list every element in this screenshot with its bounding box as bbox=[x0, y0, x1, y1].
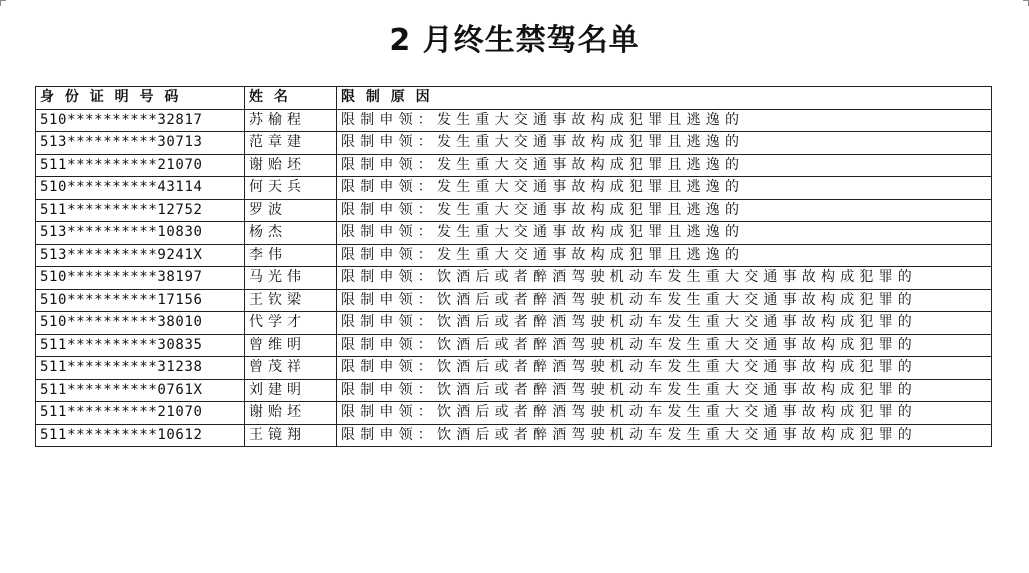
table-row bbox=[36, 132, 992, 155]
reason-cell: 限制申领：饮酒后或者醉酒驾驶机动车发生重大交通事故构成犯罪的 bbox=[337, 267, 992, 290]
id-number-cell: 511**********21070 bbox=[36, 402, 245, 425]
table-row bbox=[36, 244, 992, 267]
name-cell: 谢贻坯 bbox=[245, 154, 337, 177]
reason-cell: 限制申领：饮酒后或者醉酒驾驶机动车发生重大交通事故构成犯罪的 bbox=[337, 312, 992, 335]
reason-cell: 限制申领：发生重大交通事故构成犯罪且逃逸的 bbox=[337, 177, 992, 200]
reason-cell: 限制申领：饮酒后或者醉酒驾驶机动车发生重大交通事故构成犯罪的 bbox=[337, 289, 992, 312]
id-number-cell: 511**********0761X bbox=[36, 379, 245, 402]
table-row bbox=[36, 402, 992, 425]
table-row bbox=[36, 357, 992, 380]
reason-cell: 限制申领：发生重大交通事故构成犯罪且逃逸的 bbox=[337, 109, 992, 132]
reason-cell: 限制申领：饮酒后或者醉酒驾驶机动车发生重大交通事故构成犯罪的 bbox=[337, 402, 992, 425]
reason-cell: 限制申领：发生重大交通事故构成犯罪且逃逸的 bbox=[337, 154, 992, 177]
name-cell: 马光伟 bbox=[245, 267, 337, 290]
table-row bbox=[36, 154, 992, 177]
id-number-cell: 510**********38197 bbox=[36, 267, 245, 290]
reason-cell: 限制申领：饮酒后或者醉酒驾驶机动车发生重大交通事故构成犯罪的 bbox=[337, 334, 992, 357]
banned-drivers-table bbox=[35, 86, 992, 447]
id-number-cell: 513**********10830 bbox=[36, 222, 245, 245]
page-corner-mark-right bbox=[1023, 0, 1029, 6]
name-cell: 苏榆程 bbox=[245, 109, 337, 132]
reason-cell: 限制申领：发生重大交通事故构成犯罪且逃逸的 bbox=[337, 222, 992, 245]
table-row bbox=[36, 222, 992, 245]
table-row bbox=[36, 379, 992, 402]
page-title: 2 月终生禁驾名单 bbox=[389, 23, 640, 58]
reason-cell: 限制申领：饮酒后或者醉酒驾驶机动车发生重大交通事故构成犯罪的 bbox=[337, 357, 992, 380]
column-header-name: 姓 名 bbox=[245, 87, 337, 110]
column-header-reason: 限 制 原 因 bbox=[337, 87, 992, 110]
name-cell: 李伟 bbox=[245, 244, 337, 267]
name-cell: 范章建 bbox=[245, 132, 337, 155]
table-row bbox=[36, 289, 992, 312]
id-number-cell: 511**********31238 bbox=[36, 357, 245, 380]
table-row bbox=[36, 312, 992, 335]
id-number-cell: 510**********32817 bbox=[36, 109, 245, 132]
name-cell: 罗波 bbox=[245, 199, 337, 222]
reason-cell: 限制申领：饮酒后或者醉酒驾驶机动车发生重大交通事故构成犯罪的 bbox=[337, 379, 992, 402]
table-row bbox=[36, 109, 992, 132]
name-cell: 曾维明 bbox=[245, 334, 337, 357]
column-header-id: 身 份 证 明 号 码 bbox=[36, 87, 245, 110]
reason-cell: 限制申领：发生重大交通事故构成犯罪且逃逸的 bbox=[337, 132, 992, 155]
id-number-cell: 511**********10612 bbox=[36, 424, 245, 447]
id-number-cell: 511**********30835 bbox=[36, 334, 245, 357]
id-number-cell: 510**********43114 bbox=[36, 177, 245, 200]
table-row bbox=[36, 267, 992, 290]
name-cell: 曾茂祥 bbox=[245, 357, 337, 380]
name-cell: 刘建明 bbox=[245, 379, 337, 402]
page-corner-mark-left bbox=[0, 0, 6, 6]
table-row bbox=[36, 199, 992, 222]
id-number-cell: 510**********38010 bbox=[36, 312, 245, 335]
id-number-cell: 511**********21070 bbox=[36, 154, 245, 177]
reason-cell: 限制申领：饮酒后或者醉酒驾驶机动车发生重大交通事故构成犯罪的 bbox=[337, 424, 992, 447]
table-header-row bbox=[36, 87, 992, 110]
name-cell: 何天兵 bbox=[245, 177, 337, 200]
table-row bbox=[36, 177, 992, 200]
reason-cell: 限制申领：发生重大交通事故构成犯罪且逃逸的 bbox=[337, 244, 992, 267]
id-number-cell: 513**********9241X bbox=[36, 244, 245, 267]
name-cell: 杨杰 bbox=[245, 222, 337, 245]
reason-cell: 限制申领：发生重大交通事故构成犯罪且逃逸的 bbox=[337, 199, 992, 222]
name-cell: 谢贻坯 bbox=[245, 402, 337, 425]
id-number-cell: 511**********12752 bbox=[36, 199, 245, 222]
table-body bbox=[36, 109, 992, 447]
name-cell: 代学才 bbox=[245, 312, 337, 335]
name-cell: 王钦梁 bbox=[245, 289, 337, 312]
id-number-cell: 510**********17156 bbox=[36, 289, 245, 312]
name-cell: 王镜翔 bbox=[245, 424, 337, 447]
table-row bbox=[36, 424, 992, 447]
table-row bbox=[36, 334, 992, 357]
id-number-cell: 513**********30713 bbox=[36, 132, 245, 155]
